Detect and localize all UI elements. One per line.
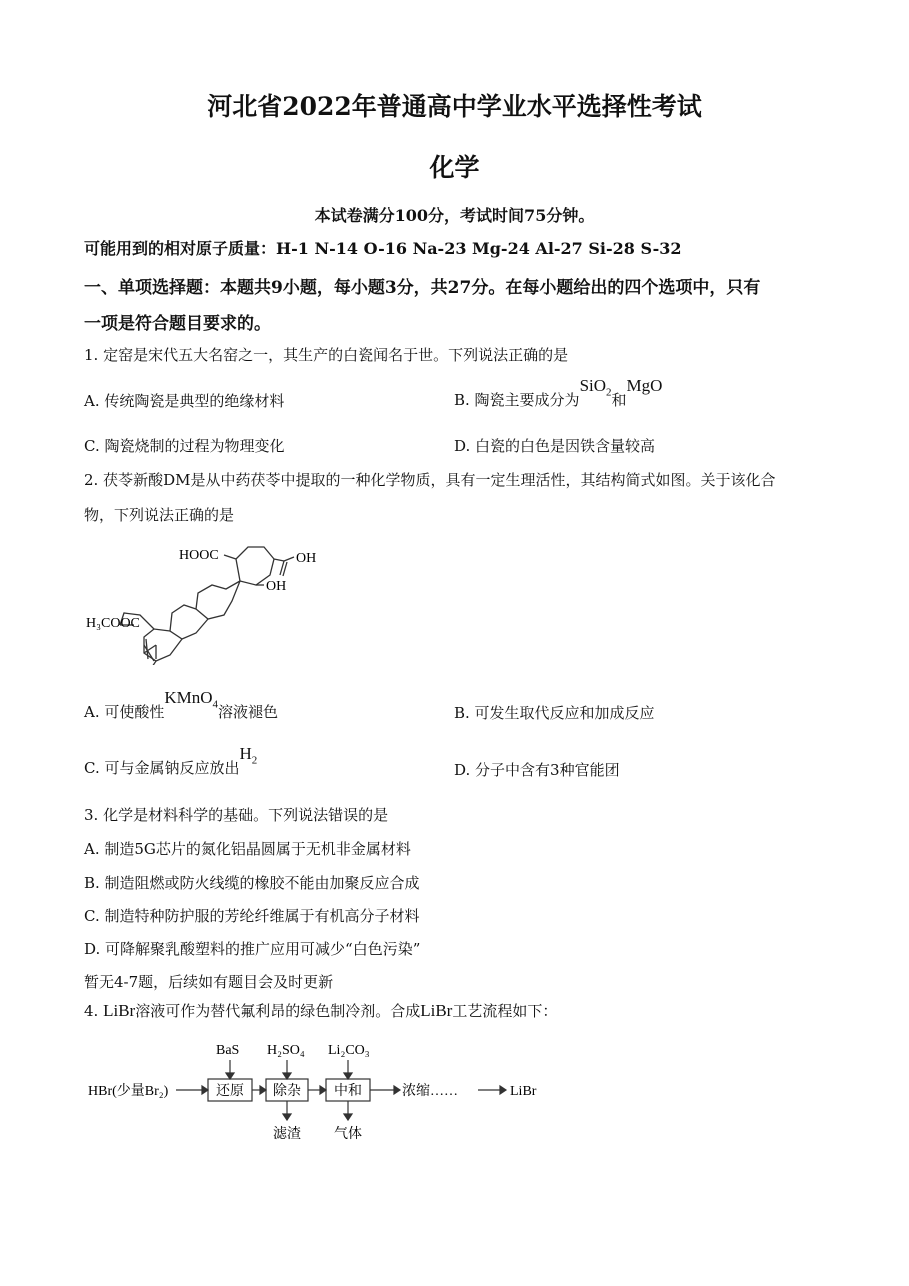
flow-output-gas: 气体 bbox=[334, 1127, 362, 1142]
flow-step-purify: 除杂 bbox=[273, 1084, 301, 1099]
section-heading-line2: 一项是符合题目要求的。 bbox=[84, 314, 271, 334]
flow-step-reduce: 还原 bbox=[216, 1084, 244, 1099]
q1-option-c: C. 陶瓷烧制的过程为物理变化 bbox=[84, 437, 285, 455]
flow-reagent-bas: BaS bbox=[216, 1043, 240, 1058]
q3-option-c: C. 制造特种防护服的芳纶纤维属于有机高分子材料 bbox=[84, 907, 420, 925]
exam-title: 河北省2022年普通高中学业水平选择性考试 bbox=[207, 92, 702, 121]
q1-option-d: D. 白瓷的白色是因铁含量较高 bbox=[454, 437, 656, 455]
q3-option-d: D. 可降解聚乳酸塑料的推广应用可减少“白色污染” bbox=[84, 940, 421, 958]
flow-step-neutralize: 中和 bbox=[334, 1084, 362, 1099]
q2-option-a bbox=[84, 688, 278, 722]
q2-option-c bbox=[84, 744, 257, 778]
flow-reagent-li2co3: Li₂CO₃ bbox=[328, 1043, 370, 1058]
q1-option-a: A. 传统陶瓷是典型的绝缘材料 bbox=[84, 392, 285, 410]
q2-a-formula-kmno4: KMnO$_4$ bbox=[164, 688, 219, 711]
q1-b-mid: 和 bbox=[611, 391, 627, 409]
q1-b-formula-sio2: SiO$_2$ bbox=[579, 376, 612, 399]
q4-flow-diagram bbox=[84, 1038, 554, 1148]
q3-option-a: A. 制造5G芯片的氮化铝晶圆属于无机非金属材料 bbox=[84, 840, 411, 858]
flow-product: LiBr bbox=[510, 1084, 537, 1099]
q4-stem-formula2: LiBr bbox=[420, 1001, 453, 1020]
q1-stem: 1. 定窑是宋代五大名窑之一，其生产的白瓷闻名于世。下列说法正确的是 bbox=[84, 346, 569, 364]
q4-stem bbox=[84, 1000, 557, 1021]
q2-a-suffix: 溶液褪色 bbox=[218, 703, 279, 721]
q4-stem-mid: 溶液可作为替代氟利昂的绿色制冷剂。合成 bbox=[135, 1002, 421, 1020]
exam-info: 本试卷满分100分，考试时间75分钟。 bbox=[314, 206, 595, 225]
q4-stem-prefix: 4. bbox=[84, 1002, 104, 1020]
q2-c-prefix: C. 可与金属钠反应放出 bbox=[84, 759, 240, 777]
atomic-masses: 可能用到的相对原子质量：H-1 N-14 O-16 Na-23 Mg-24 Al-27 Si-28 S-32 bbox=[84, 239, 682, 258]
flow-input: HBr(少量Br₂) bbox=[88, 1084, 169, 1099]
q2-structure-cooh: HOOC bbox=[179, 548, 219, 563]
q1-option-b bbox=[454, 376, 662, 410]
q2-structure-oh-mid: OH bbox=[266, 579, 287, 594]
q3-stem: 3. 化学是材料科学的基础。下列说法错误的是 bbox=[84, 806, 389, 824]
flow-concentrate: 浓缩…… bbox=[402, 1084, 458, 1099]
flow-reagent-h2so4: H₂SO₄ bbox=[267, 1043, 305, 1058]
q2-structure-diagram bbox=[84, 535, 344, 665]
q2-stem-line1: 2. 茯苓新酸DM是从中药茯苓中提取的一种化学物质，具有一定生理活性，其结构简式如图。关于该化合 bbox=[84, 471, 776, 489]
q1-b-prefix: B. 陶瓷主要成分为 bbox=[454, 391, 580, 409]
q2-option-d: D. 分子中含有3种官能团 bbox=[454, 761, 620, 779]
missing-questions-note: 暂无4-7题，后续如有题目会及时更新 bbox=[84, 973, 334, 991]
q1-b-formula-mgo: MgO bbox=[626, 376, 663, 395]
q4-stem-suffix: 工艺流程如下： bbox=[452, 1002, 558, 1020]
q2-stem-line2: 物，下列说法正确的是 bbox=[84, 506, 235, 524]
q3-option-b: B. 制造阻燃或防火线缆的橡胶不能由加聚反应合成 bbox=[84, 874, 420, 892]
q2-option-b: B. 可发生取代反应和加成反应 bbox=[454, 704, 655, 722]
q2-a-prefix: A. 可使酸性 bbox=[84, 703, 165, 721]
q2-structure-ester: H₃COOC bbox=[86, 616, 140, 631]
q2-structure-oh-top: OH bbox=[296, 551, 317, 566]
flow-output-residue: 滤渣 bbox=[273, 1127, 301, 1142]
section-heading-line1: 一、单项选择题：本题共9小题，每小题3分，共27分。在每小题给出的四个选项中，只有 bbox=[84, 278, 761, 298]
q2-c-formula-h2: $H_2$ bbox=[239, 744, 258, 767]
subject-title: 化学 bbox=[429, 153, 480, 182]
q4-stem-formula1: LiBr bbox=[103, 1001, 136, 1020]
